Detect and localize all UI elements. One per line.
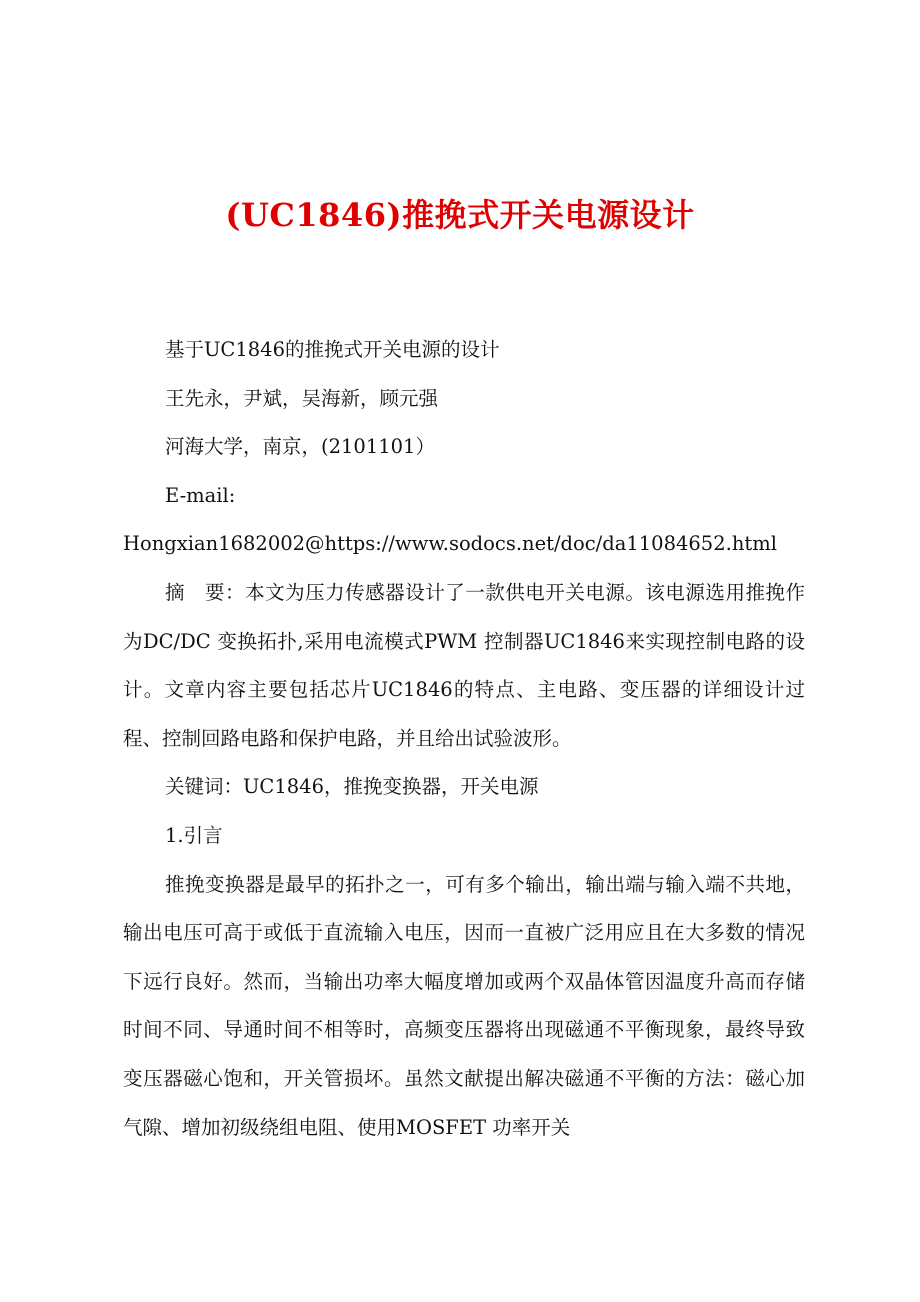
- keywords-line: 关键词：UC1846，推挽变换器，开关电源: [165, 775, 539, 799]
- email-address: Hongxian1682002@https://www.sodocs.net/doc/da11084652.html: [123, 532, 777, 556]
- paper-subtitle: 基于UC1846的推挽式开关电源的设计: [165, 338, 500, 361]
- body-paragraph: 推挽变换器是最早的拓扑之一，可有多个输出，输出端与输入端不共地，输出电压可高于或低于直流输入电压，因而一直被广泛用应且在大多数的情况下远行良好。然而，当输出功率大幅度增加或两个双晶体管因温度升高而存储时间不同、导通时间不相等时，高频变压器将出现磁通不平衡现象，最终导致变压器磁心饱和，开关管损坏。虽然文献提出解决磁通不平衡的方法：磁心加气隙、增加初级绕组电阻、使用MOSFET 功率开关: [123, 872, 805, 1139]
- author-list: 王先永，尹斌，吴海新，顾元强: [165, 386, 439, 410]
- affiliation: 河海大学，南京，(2101101）: [165, 435, 435, 459]
- abstract-paragraph: 摘 要：本文为压力传感器设计了一款供电开关电源。该电源选用推挽作为DC/DC 变换拓扑,采用电流模式PWM 控制器UC1846来实现控制电路的设计。文章内容主要包括芯片UC1846的特点、主电路、变压器的详细设计过程、控制回路电路和保护电路，并且给出试验波形。: [123, 580, 805, 750]
- document-body: [123, 326, 805, 1152]
- email-label: E-mail:: [165, 483, 236, 507]
- document-title: (UC1846)推挽式开关电源设计: [225, 196, 695, 234]
- section-heading-introduction: 1.引言: [165, 823, 223, 847]
